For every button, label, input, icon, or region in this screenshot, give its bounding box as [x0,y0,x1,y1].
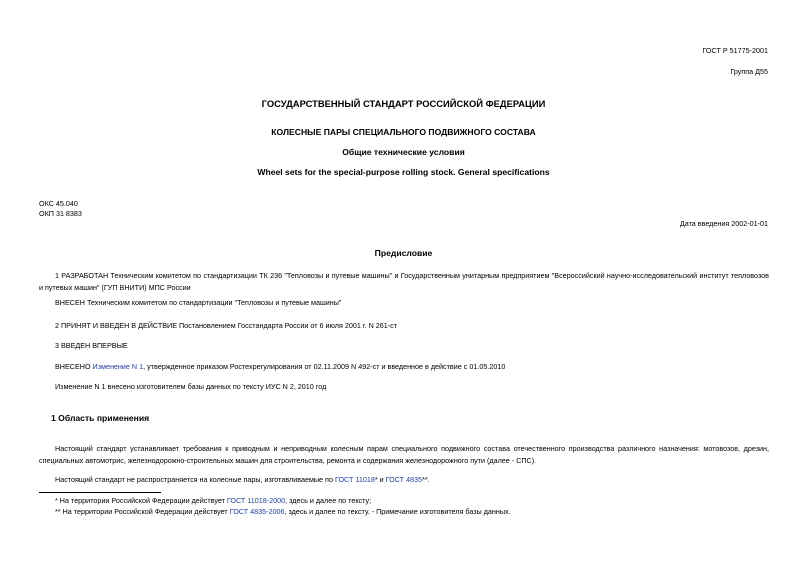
footnote-2-suffix: , здесь и далее по тексту. - Примечание изготовителя базы данных. [284,507,511,516]
document-title: КОЛЕСНЫЕ ПАРЫ СПЕЦИАЛЬНОГО ПОДВИЖНОГО СОСТАВА [271,127,536,137]
footnote-1 [55,496,371,506]
document-subtitle: Общие технические условия [342,147,465,157]
scope-p2-prefix: Настоящий стандарт не распространяется на колесные пары, изготавливаемые по [55,475,335,484]
foreword-paragraph-2 [39,297,769,309]
english-title: Wheel sets for the special-purpose rolling stock. General specifications [257,167,550,177]
foreword-heading: Предисловие [374,248,433,258]
gost-4835-link[interactable]: ГОСТ 4835 [385,475,423,484]
group-code: Группа Д55 [730,67,768,76]
foreword-p1-text: 1 РАЗРАБОТАН Техническим комитетом по стандартизации ТК 236 "Тепловозы и путевые машины" и Государственным унитарным предприятием "Всероссийский научно-исследовательский институт тепловозов и путевых машин" (ГУП ВНИТИ) МПС России [39,271,769,292]
foreword-paragraph-6 [39,381,769,393]
footnote-1-prefix: * На территории Российской Федерации действует [55,496,227,505]
document-number: ГОСТ Р 51775-2001 [702,46,768,55]
footnote-2 [55,507,511,517]
foreword-p4-text: 3 ВВЕДЕН ВПЕРВЫЕ [55,341,128,350]
foreword-paragraph-1 [39,270,769,293]
footnote-1-suffix: , здесь и далее по тексту; [285,496,372,505]
scope-p2-mid: * и [374,475,386,484]
foreword-paragraph-5 [39,361,769,373]
scope-paragraph-2 [39,474,769,486]
foreword-paragraph-3 [39,320,769,332]
foreword-p2-text: ВНЕСЕН Техническим комитетом по стандартизации "Тепловозы и путевые машины" [55,298,342,307]
amendment-link[interactable]: Изменение N 1 [92,362,144,371]
standard-title: ГОСУДАРСТВЕННЫЙ СТАНДАРТ РОССИЙСКОЙ ФЕДЕРАЦИИ [261,98,546,109]
foreword-p5-suffix: , утвержденное приказом Ростехрегулирования от 02.11.2009 N 492-ст и введенное в действие с 01.05.2010 [143,362,506,371]
scope-paragraph-1 [39,443,769,466]
oks-code: ОКС 45.040 [39,199,78,208]
section-1-heading: 1 Область применения [51,413,150,423]
gost-11018-link[interactable]: ГОСТ 11018 [334,475,375,484]
okp-code: ОКП 31 8383 [39,209,82,218]
gost-11018-2000-link[interactable]: ГОСТ 11018-2000 [226,496,286,505]
footnote-2-prefix: ** На территории Российской Федерации действует [55,507,230,516]
foreword-p5-prefix: ВНЕСЕНО [55,362,93,371]
scope-p2-suffix: **. [422,475,430,484]
scope-p1-text: Настоящий стандарт устанавливает требования к приводным и неприводным колесным парам специального подвижного состава отечественного производства различного назначения: мотовозов, дрезин, специальных автомотрис, железнодорожно-строительных машин для строительства, ремонта и содержания железнодорожного пути (далее - СПС). [39,444,769,465]
footnote-divider [39,492,161,493]
introduction-date: Дата введения 2002-01-01 [679,219,768,228]
foreword-paragraph-4 [39,340,769,352]
gost-4835-2006-link[interactable]: ГОСТ 4835-2006 [229,507,285,516]
foreword-p6-text: Изменение N 1 внесено изготовителем базы данных по тексту ИУС N 2, 2010 год [55,382,327,391]
foreword-p3-text: 2 ПРИНЯТ И ВВЕДЕН В ДЕЙСТВИЕ Постановлением Госстандарта России от 6 июля 2001 г. N 261-ст [55,321,398,330]
